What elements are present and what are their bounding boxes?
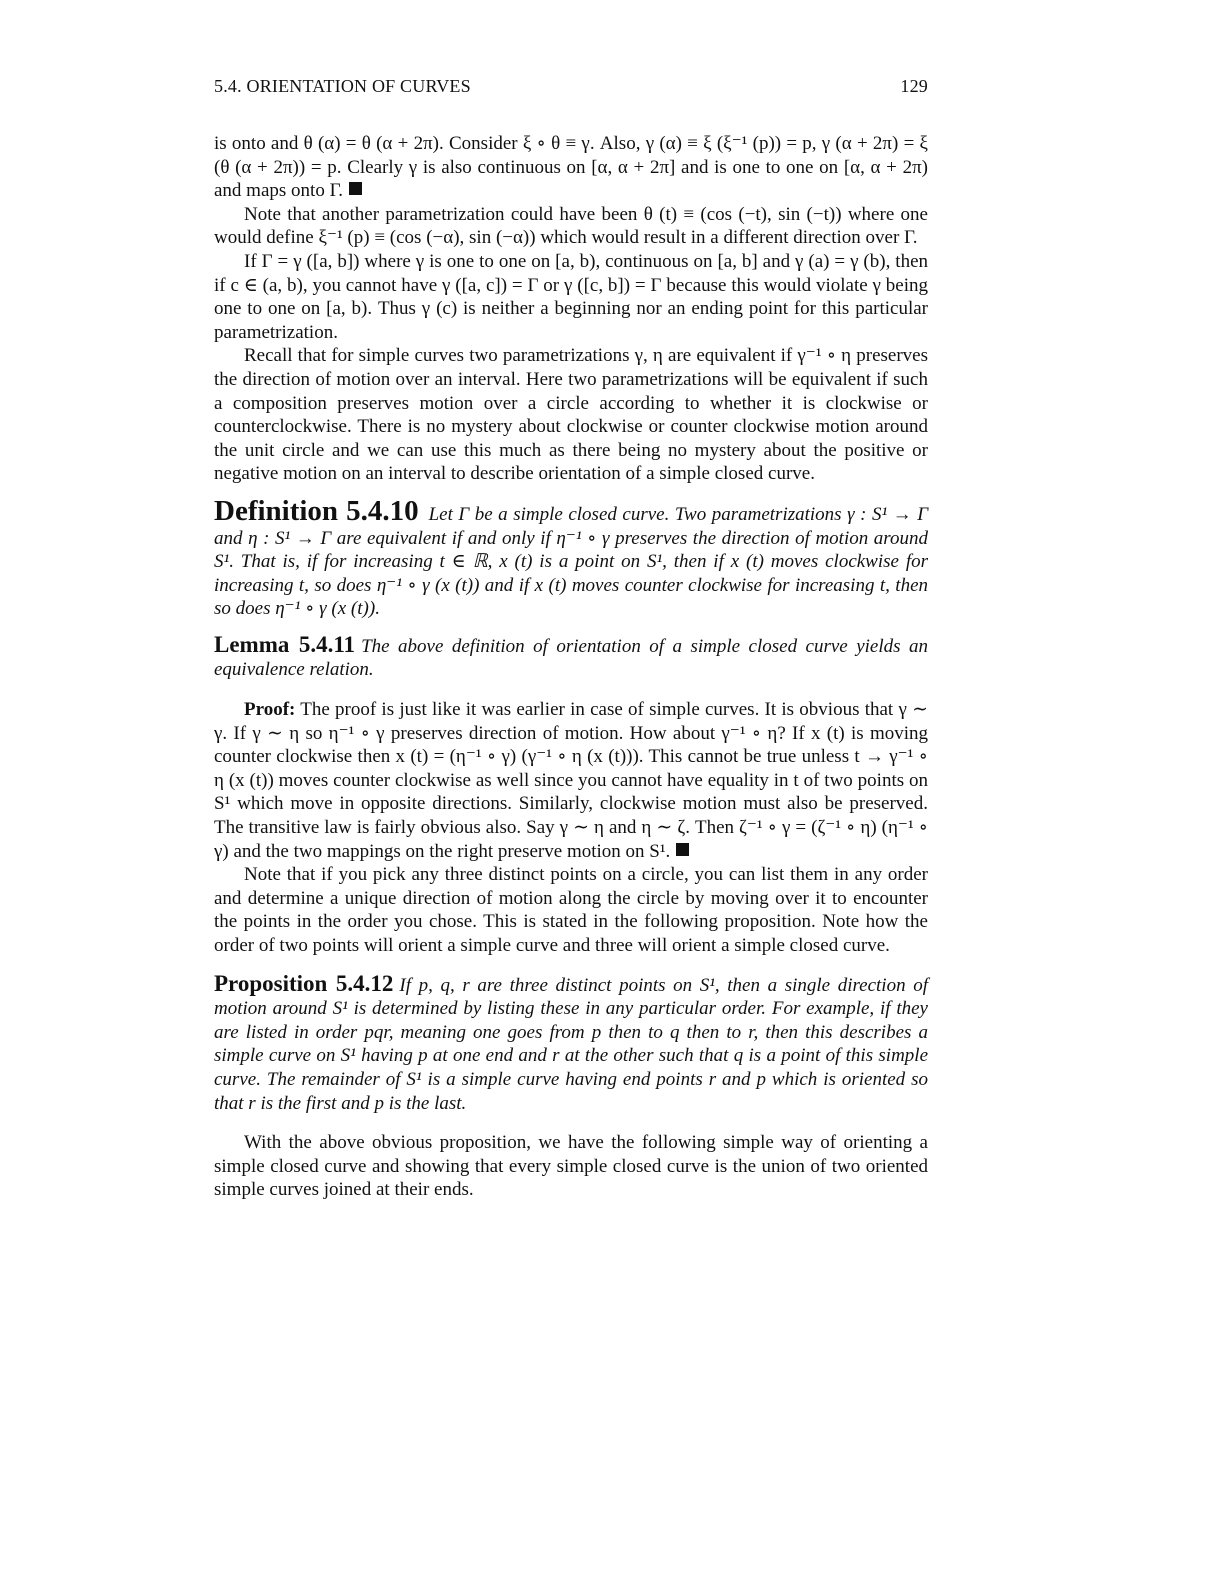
proof-label: Proof: [244,699,296,721]
paragraph-continuation [214,132,928,203]
proposition-text: If p, q, r are three distinct points on S¹, then a single direction of motion around S¹ is determined by listing these in any particular order. For example, if they are listed in order pqr, meaning one goes from p then to q then to r, then this describes a simple curve on S¹ having p at one end and r at the other such that q is a point of this simple curve. The remainder of S¹ is a simple curve having end points r and p which is oriented so that r is the first and p is the last. [214,974,928,1114]
page-body [214,132,928,1202]
lemma-text: The above definition of orientation of a simple closed curve yields an equivalence relation. [214,635,928,681]
qed-square-icon [349,182,362,195]
page-number: 129 [900,76,928,96]
section-title: 5.4. ORIENTATION OF CURVES [214,76,471,96]
proposition-block [214,972,928,1116]
lemma-title: Lemma 5.4.11 [214,631,356,657]
proof-block [214,698,928,863]
definition-text: Let Γ be a simple closed curve. Two parametrizations γ : S¹ → Γ and η : S¹ → Γ are equivalent if and only if η⁻¹ ∘ γ preserves the direction of motion around S¹. That is, if for increasing t ∈ ℝ, x (t) is a point on S¹, then if x (t) moves clockwise for increasing t, so does η⁻¹ ∘ γ (x (t)) and if x (t) moves counter clockwise for increasing t, then so does η⁻¹ ∘ γ (x (t)). [214,503,929,620]
paragraph-text: is onto and θ (α) = θ (α + 2π). Consider ξ ∘ θ ≡ γ. Also, γ (α) ≡ ξ (ξ⁻¹ (p)) = p, γ (α + 2π) = ξ (θ (α + 2π)) = p. Clearly γ is also continuous on [α, α + 2π] and is one to one on [α, α + 2π) and maps onto Γ. [214,133,928,202]
page [214,76,928,1202]
paragraph-three-points: Note that if you pick any three distinct points on a circle, you can list them in any order and determine a unique direction of motion along the circle by moving over it to encounter the points in the order you chose. This is stated in the following proposition. Note how the order of two points will orient a simple curve and three will orient a simple closed curve. [214,864,928,956]
definition-title: Definition 5.4.10 [214,494,419,527]
paragraph-closing: With the above obvious proposition, we have the following simple way of orienting a simple closed curve and showing that every simple closed curve is the union of two oriented simple curves joined at their ends. [214,1132,928,1201]
qed-square-icon [676,843,689,856]
definition-block [214,494,929,621]
paragraph-endpoints: If Γ = γ ([a, b]) where γ is one to one on [a, b), continuous on [a, b] and γ (a) = γ (b), then if c ∈ (a, b), you cannot have γ ([a, c]) = Γ or γ ([c, b]) = Γ because this would violate γ being one to one on [a, b). Thus γ (c) is neither a beginning nor an ending point for this particular parametrization. [214,250,928,343]
proposition-title: Proposition 5.4.12 [214,970,394,996]
lemma-block [214,633,928,682]
running-header [214,76,928,102]
paragraph-parametrization: Note that another parametrization could have been θ (t) ≡ (cos (−t), sin (−t)) where one would define ξ⁻¹ (p) ≡ (cos (−α), sin (−α)) which would result in a different direction over Γ. [214,203,928,249]
paragraph-recall: Recall that for simple curves two parametrizations γ, η are equivalent if γ⁻¹ ∘ η preserves the direction of motion over an interval. Here two parametrizations will be equivalent if such a composition preserves motion over a circle according to whether it is clockwise or counterclockwise. There is no mystery about clockwise or counter clockwise motion around the unit circle and we can use this much as there being no mystery about the positive or negative motion on an interval to describe orientation of a simple closed curve. [214,345,928,485]
proof-text: The proof is just like it was earlier in case of simple curves. It is obvious that γ ∼ γ. If γ ∼ η so η⁻¹ ∘ γ preserves direction of motion. How about γ⁻¹ ∘ η? If x (t) is moving counter clockwise then x (t) = (η⁻¹ ∘ γ) (γ⁻¹ ∘ η (x (t))). This cannot be true unless t → γ⁻¹ ∘ η (x (t)) moves counter clockwise as well since you cannot have equality in t of two points on S¹ which move in opposite directions. Similarly, clockwise motion must also be preserved. The transitive law is fairly obvious also. Say γ ∼ η and η ∼ ζ. Then ζ⁻¹ ∘ γ = (ζ⁻¹ ∘ η) (η⁻¹ ∘ γ) and the two mappings on the right preserve motion on S¹. [214,699,928,862]
